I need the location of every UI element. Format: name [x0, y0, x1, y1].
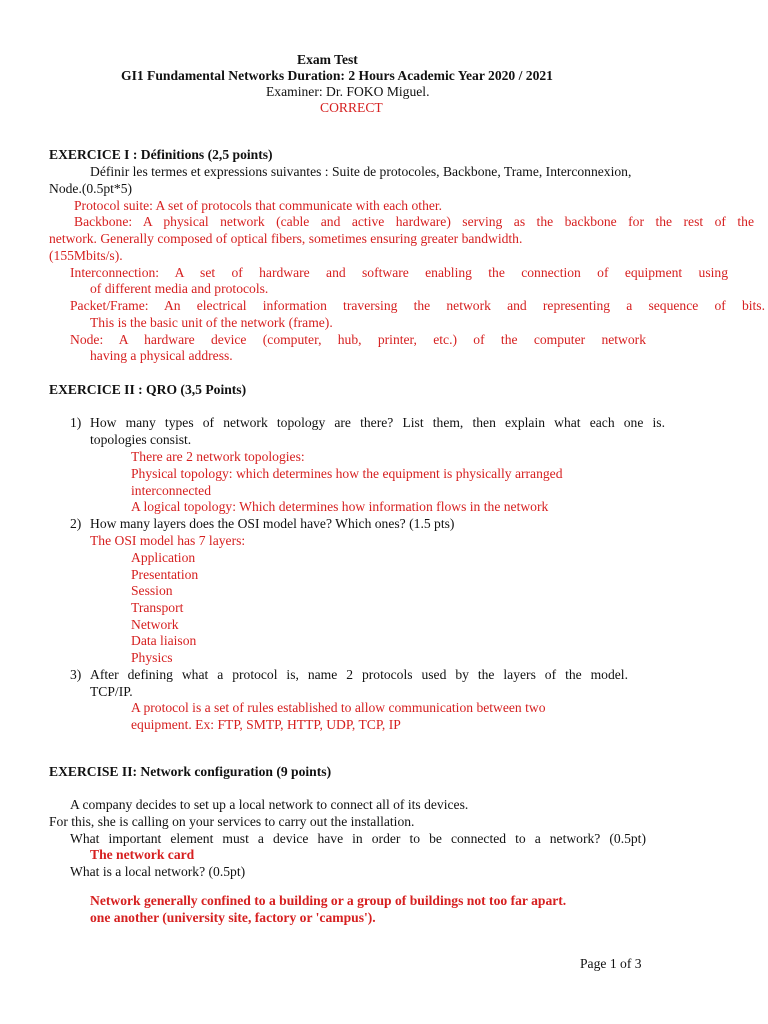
correct-label: CORRECT [320, 100, 383, 115]
osi-layer: Physics [131, 650, 173, 665]
question-3-text: After defining what a protocol is, name 2 protocols used by the layers of the model. [90, 667, 628, 682]
question-3-number: 3) [70, 667, 82, 682]
exercise-2-title: EXERCICE II : QRO (3,5 Points) [49, 382, 247, 397]
examiner-line: Examiner: Dr. FOKO Miguel. [266, 84, 430, 99]
answer-1-line-3: interconnected [131, 483, 212, 498]
page-number: Page 1 of 3 [580, 956, 642, 971]
def-node-cont: having a physical address. [90, 348, 233, 363]
def-backbone: Backbone: A physical network (cable and active hardware) serving as the backbone for the rest of the [74, 214, 754, 229]
exercise-1-instruction: Définir les termes et expressions suivantes : Suite de protocoles, Backbone, Trame, Interconnexion, [90, 164, 632, 179]
question-1-text-cont: topologies consist. [90, 432, 192, 447]
question-3-text-cont: TCP/IP. [90, 684, 133, 699]
question-1-text: How many types of network topology are there? List them, then explain what each one is. [90, 415, 665, 430]
exercise-1-instruction-cont: Node.(0.5pt*5) [49, 181, 133, 196]
def-node: Node: A hardware device (computer, hub, printer, etc.) of the computer network [70, 332, 646, 347]
osi-layer: Data liaison [131, 633, 197, 648]
answer-3-line-2: equipment. Ex: FTP, SMTP, HTTP, UDP, TCP, IP [131, 717, 401, 732]
question-1-number: 1) [70, 415, 82, 430]
def-backbone-cont: network. Generally composed of optical fibers, sometimes ensuring greater bandwidth. [49, 231, 523, 246]
exam-title: Exam Test [297, 52, 358, 67]
exercise-3-answer-2-line-1: Network generally confined to a building or a group of buildings not too far apart. [90, 893, 567, 908]
exercise-3-question-2: What is a local network? (0.5pt) [70, 864, 246, 879]
osi-layer: Presentation [131, 567, 199, 582]
def-packet-frame-cont: This is the basic unit of the network (frame). [90, 315, 333, 330]
answer-3-line-1: A protocol is a set of rules established to allow communication between two [131, 700, 546, 715]
exercise-3-intro-cont: For this, she is calling on your services to carry out the installation. [49, 814, 415, 829]
exercise-3-title: EXERCISE II: Network configuration (9 points) [49, 764, 332, 779]
def-interconnection: Interconnection: A set of hardware and software enabling the connection of equipment using [70, 265, 728, 280]
def-protocol-suite: Protocol suite: A set of protocols that communicate with each other. [74, 198, 443, 213]
osi-layer: Transport [131, 600, 184, 615]
exercise-3-answer-2-line-2: one another (university site, factory or 'campus'). [90, 910, 376, 925]
osi-layer: Network [131, 617, 179, 632]
answer-2-intro: The OSI model has 7 layers: [90, 533, 246, 548]
osi-layer: Session [131, 583, 173, 598]
answer-1-line-4: A logical topology: Which determines how information flows in the network [131, 499, 549, 514]
def-backbone-bandwidth: (155Mbits/s). [49, 248, 123, 263]
question-2-text: How many layers does the OSI model have? Which ones? (1.5 pts) [90, 516, 455, 531]
course-line: GI1 Fundamental Networks Duration: 2 Hours Academic Year 2020 / 2021 [121, 68, 553, 83]
question-2-number: 2) [70, 516, 82, 531]
answer-1-line-1: There are 2 network topologies: [131, 449, 305, 464]
exercise-1-title: EXERCICE I : Définitions (2,5 points) [49, 147, 273, 162]
exercise-3-question-1: What important element must a device have in order to be connected to a network? (0.5pt) [70, 831, 646, 846]
osi-layer: Application [131, 550, 196, 565]
answer-1-line-2: Physical topology: which determines how the equipment is physically arranged [131, 466, 563, 481]
def-interconnection-cont: of different media and protocols. [90, 281, 269, 296]
exercise-3-intro: A company decides to set up a local network to connect all of its devices. [70, 797, 469, 812]
def-packet-frame: Packet/Frame: An electrical information traversing the network and representing a sequence of bits. [70, 298, 765, 313]
exercise-3-answer-1: The network card [90, 847, 195, 862]
